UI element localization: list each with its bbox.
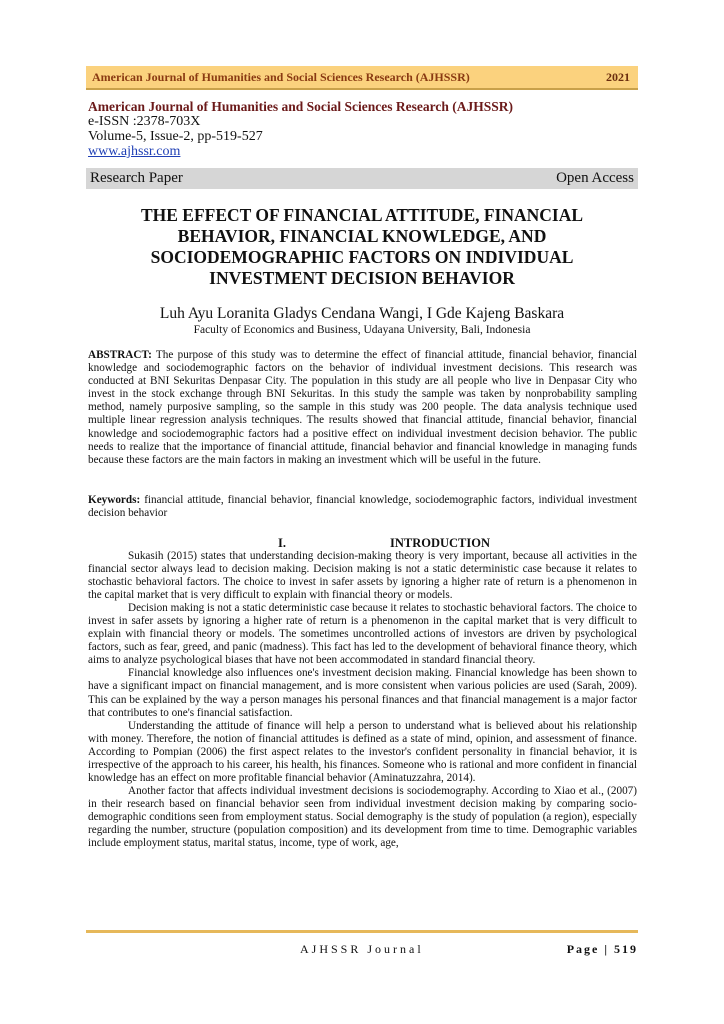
paragraph: Decision making is not a static deterministic case because it relates to stochastic behavioral factors. The choice to invest in safer assets by ignoring a higher rate of return is a phenomenon in the capital market that is very difficult to explain with financial theory or models. The sometimes uncontrolled actions of investors are driven by psychological factors, such as fear, greed, and panic (madness). This fact has led to the development of behavioral finance theory, which aims to analyze psychological biases that have not been accommodated in standard financial theory. bbox=[88, 602, 637, 667]
meta-website-link[interactable]: www.ajhssr.com bbox=[88, 144, 181, 159]
author-affiliation: Faculty of Economics and Business, Udayana University, Bali, Indonesia bbox=[193, 324, 531, 336]
abstract-block bbox=[88, 349, 637, 467]
section-name: INTRODUCTION bbox=[390, 536, 491, 550]
paper-authors: Luh Ayu Loranita Gladys Cendana Wangi, I Gde Kajeng Baskara bbox=[159, 305, 565, 322]
footer-divider bbox=[86, 930, 638, 933]
paper-type-label: Research Paper bbox=[90, 170, 183, 186]
paper-type-bar bbox=[86, 168, 638, 189]
section-number: I. bbox=[278, 536, 286, 550]
keywords-block bbox=[88, 494, 637, 520]
introduction-body bbox=[88, 550, 637, 850]
journal-header-band bbox=[86, 66, 638, 90]
paragraph: Sukasih (2015) states that understanding decision-making theory is very important, because all activities in the financial sector always lead to decision making. Decision making is not a static deterministic case because it relates to stochastic behavioral factors. The choice to invest in safer assets by ignoring a higher rate of return is a phenomenon in the capital market that is very difficult to explain with financial theory or models. bbox=[88, 550, 637, 602]
footer-journal-name: AJHSSR Journal bbox=[300, 942, 424, 956]
meta-issn: e-ISSN :2378-703X bbox=[88, 114, 201, 129]
abstract-text: The purpose of this study was to determine the effect of financial attitude, financial behavior, financial knowledge and sociodemographic factors on the behavior of individual investment decisions. This research was conducted at BNI Sekuritas Denpasar City. The population in this study are all people who live in Denpasar City who invest in the stock exchange through BNI Sekuritas. In this study the sample was taken by nonprobability sampling method, namely purposive sampling, so the sample in this study was 200 people. The data analysis technique used multiple linear regression analysis techniques. The results showed that financial attitude, financial behavior, financial knowledge and sociodemographic factors had a positive effect on individual investment decision behavior. The public needs to realize that the importance of financial attitude, financial behavior and financial knowledge in managing funds because these factors are the main factors in making an investment which will be useful in the future. bbox=[88, 349, 637, 466]
meta-journal-name: American Journal of Humanities and Social Sciences Research (AJHSSR) bbox=[88, 99, 513, 114]
paper-title: THE EFFECT OF FINANCIAL ATTITUDE, FINANCIAL BEHAVIOR, FINANCIAL KNOWLEDGE, AND SOCIODEMOGRAPHIC FACTORS ON INDIVIDUAL INVESTMENT DECISION BEHAVIOR bbox=[140, 205, 584, 288]
abstract-label: ABSTRACT: bbox=[88, 349, 152, 361]
keywords-label: Keywords: bbox=[88, 494, 141, 506]
open-access-label: Open Access bbox=[556, 170, 634, 186]
footer-page-number: Page | 519 bbox=[566, 942, 638, 956]
meta-volume: Volume-5, Issue-2, pp-519-527 bbox=[88, 129, 263, 144]
keywords-text: financial attitude, financial behavior, financial knowledge, sociodemographic factors, individual investment decision behavior bbox=[88, 494, 637, 520]
journal-meta bbox=[88, 99, 640, 159]
paragraph: Another factor that affects individual investment decisions is sociodemography. According to Xiao et al., (2007) in their research based on financial behavior seen from individual investment decision making by comparing socio-demographic conditions seen from employment status. Social demography is the study of population (a region), especially regarding the number, structure (population composition) and its development from time to time. Demographic variables include employment status, marital status, income, type of work, age, bbox=[88, 784, 637, 850]
header-year: 2021 bbox=[606, 70, 630, 84]
paragraph: Understanding the attitude of finance will help a person to understand what is believed about his relationship with money. Therefore, the notion of financial attitudes is defined as a state of mind, opinion, and assessment of finance. According to Pompian (2006) the first aspect relates to the investor's confident personality in financial behavior, it is irrespective of the approach to his career, his health, his finances. Someone who is rational and more confident in financial knowledge has an effect on more profitable financial behavior (Aminatuzzahra, 2014). bbox=[88, 719, 637, 784]
header-journal-name: American Journal of Humanities and Social Sciences Research (AJHSSR) bbox=[92, 70, 470, 84]
paragraph: Financial knowledge also influences one's investment decision making. Financial knowledge has been shown to have a significant impact on financial management, and is more consistent when various policies are used (Sarah, 2009). This can be explained by the way a person manages his personal finances and that financial management is a major factor that contributes to one's financial satisfaction. bbox=[88, 667, 637, 719]
